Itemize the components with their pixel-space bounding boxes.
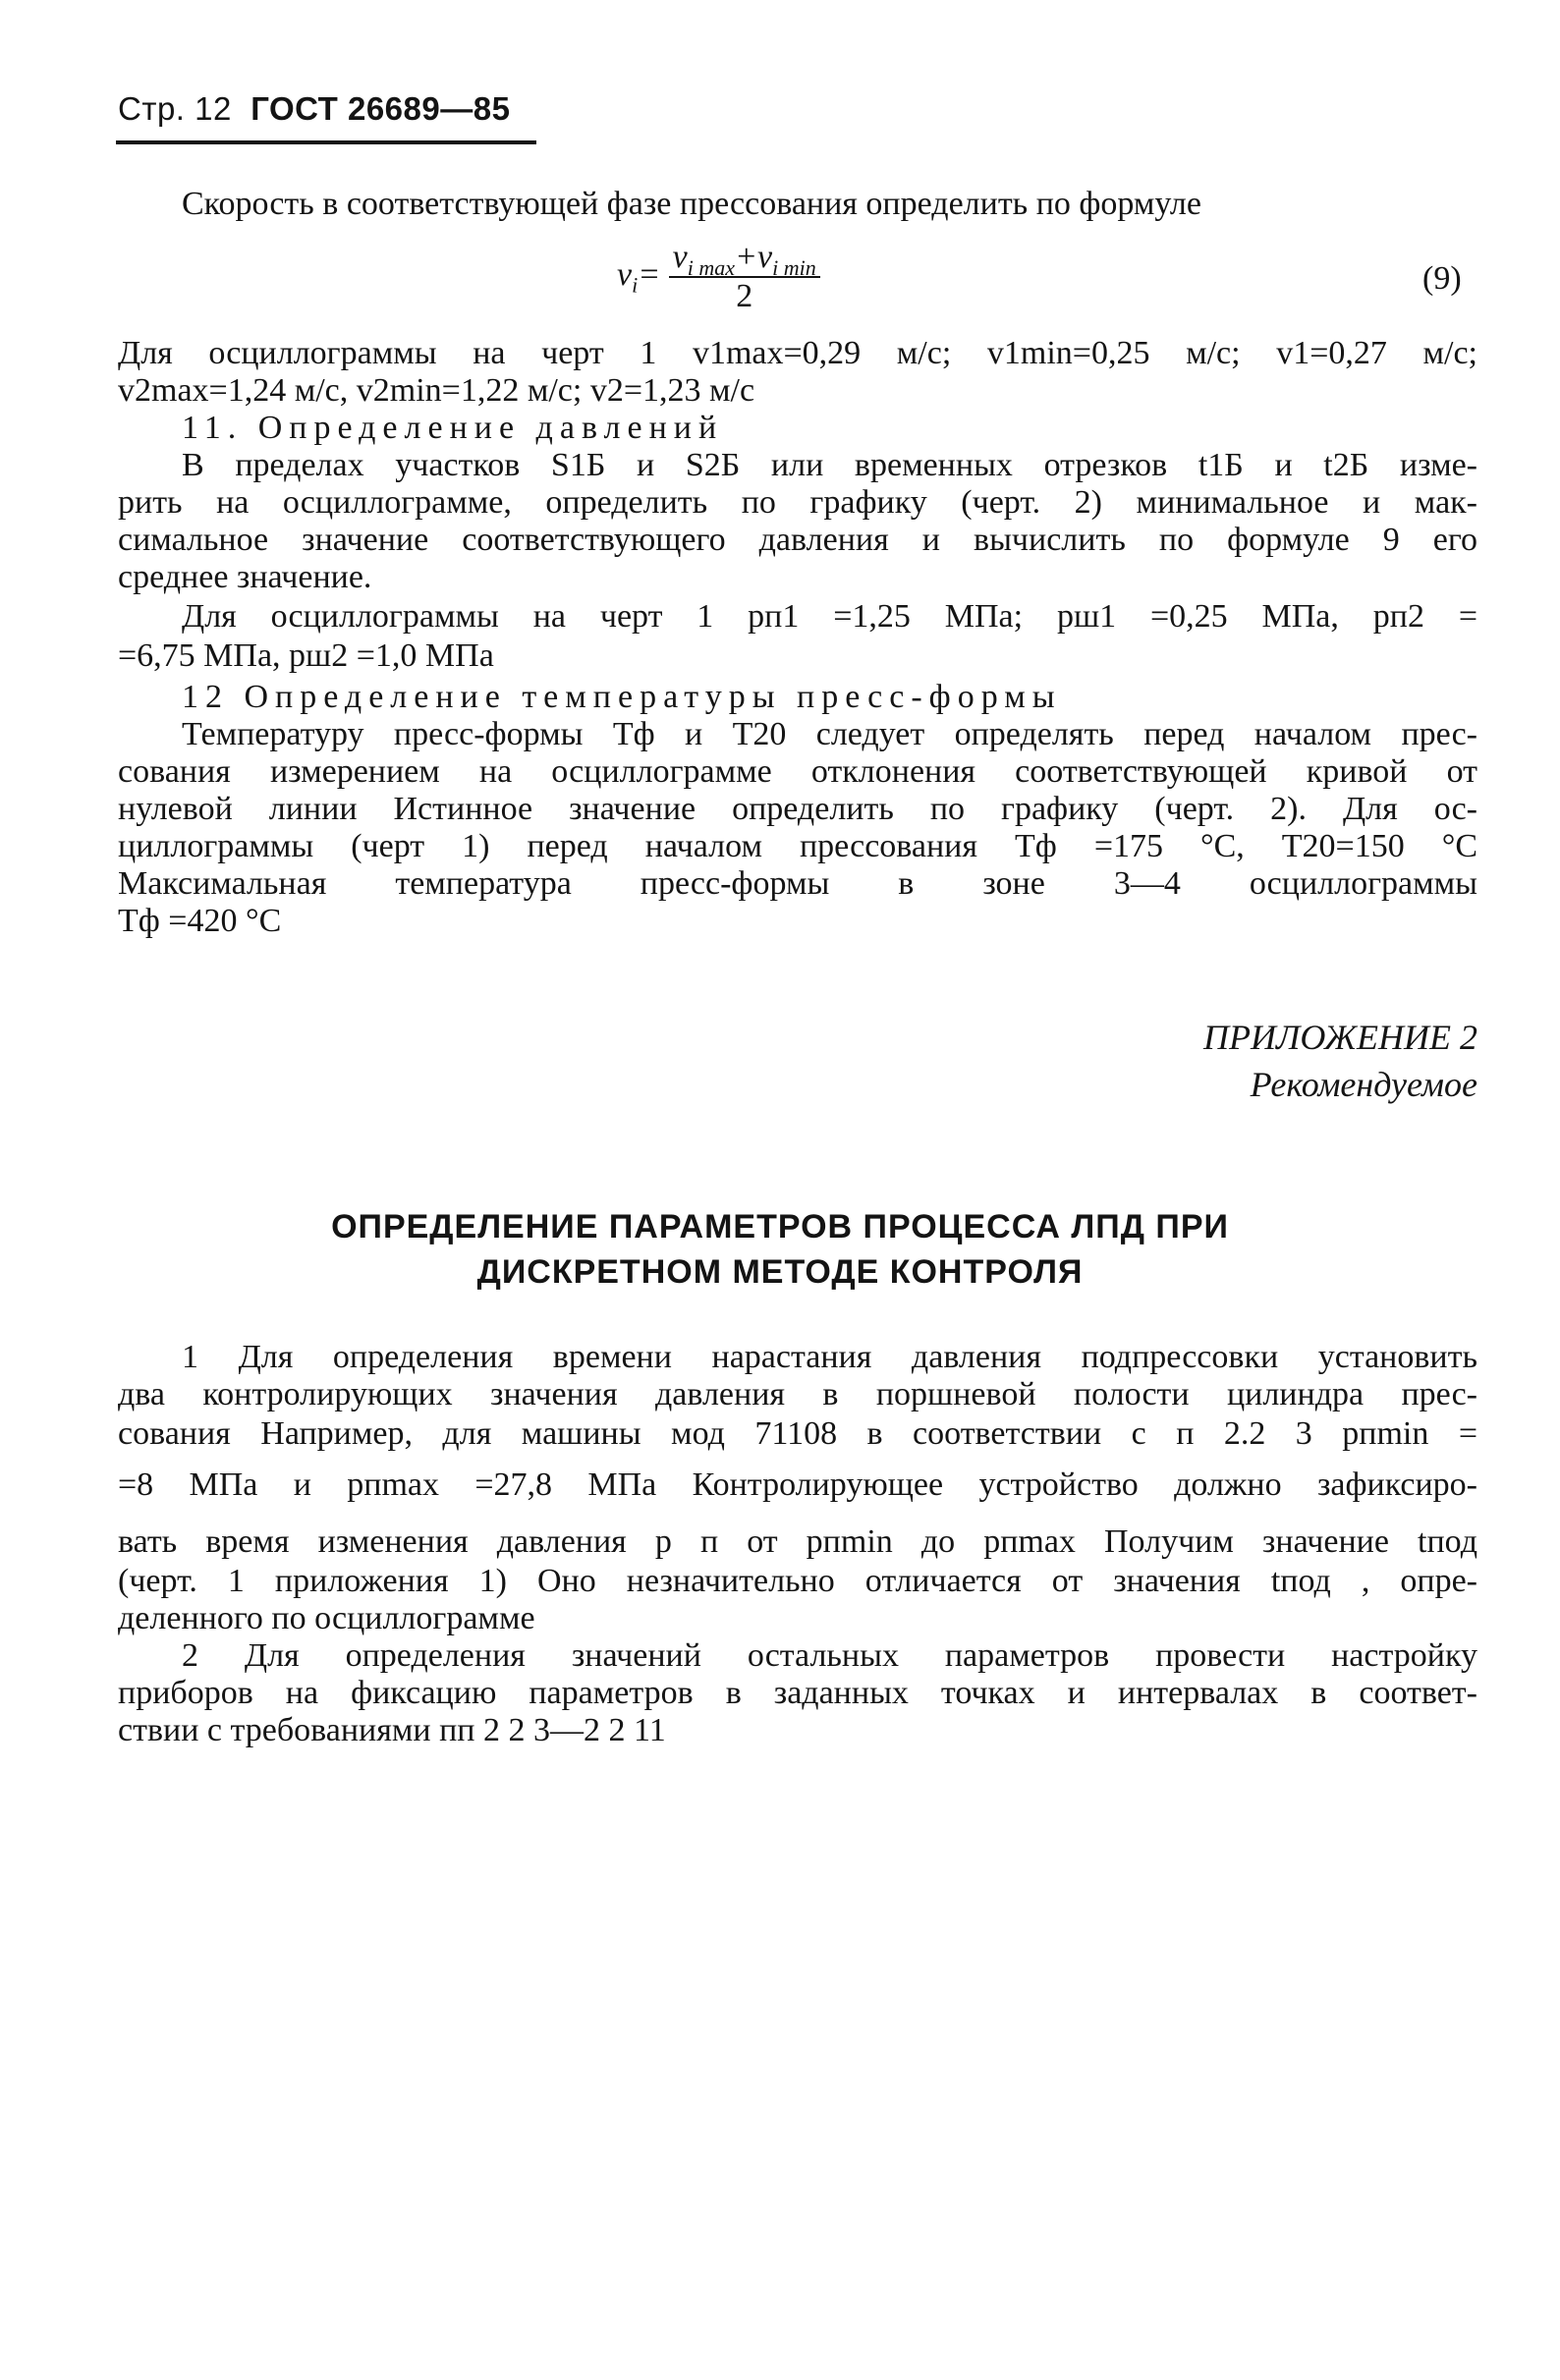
paragraph-line: (черт. 1 приложения 1) Оно незначительно отличается от значения tпод , опре- bbox=[118, 1563, 1477, 1599]
paragraph-line: Температуру пресс-формы Тф и Т20 следует определять перед началом прес- bbox=[182, 716, 1477, 752]
paragraph-line: Тф =420 °С bbox=[118, 903, 282, 939]
paragraph-line: вать время изменения давления p п от pпmin до pпmax Получим значение tпод bbox=[118, 1523, 1477, 1560]
paragraph-line: 2 Для определения значений остальных параметров провести настройку bbox=[182, 1637, 1477, 1674]
paragraph-line: =6,75 МПа, pш2 =1,0 МПа bbox=[118, 637, 494, 674]
page-number: Стр. 12 bbox=[118, 90, 232, 127]
paragraph-line: среднее значение. bbox=[118, 559, 372, 595]
paragraph-line: ствии с требованиями пп 2 2 3—2 2 11 bbox=[118, 1712, 666, 1748]
paragraph-line: сования измерением на осциллограмме отклонения соответствующей кривой от bbox=[118, 753, 1477, 790]
standard-number: ГОСТ 26689—85 bbox=[251, 90, 511, 127]
appendix-status: Рекомендуемое bbox=[1250, 1065, 1477, 1104]
appendix-label: ПРИЛОЖЕНИЕ 2 bbox=[1203, 1018, 1477, 1057]
paragraph-line: =8 МПа и pпmax =27,8 МПа Контролирующее устройство должно зафиксиро- bbox=[118, 1467, 1477, 1503]
paragraph-line: рить на осциллограмме, определить по графику (черт. 2) минимальное и мак- bbox=[118, 484, 1477, 521]
page-header bbox=[118, 90, 510, 128]
appendix-title: ДИСКРЕТНОМ МЕТОДЕ КОНТРОЛЯ bbox=[476, 1253, 1084, 1291]
paragraph-line: 1 Для определения времени нарастания давления подпрессовки установить bbox=[182, 1339, 1477, 1375]
paragraph-line: приборов на фиксацию параметров в заданных точках и интервалах в соответ- bbox=[118, 1675, 1477, 1711]
section-heading: 11. Определение давлений bbox=[182, 410, 724, 446]
paragraph-line: циллограммы (черт 1) перед началом прессования Тф =175 °С, Т20=150 °С bbox=[118, 828, 1477, 864]
osc-values-line: Для осциллограммы на черт 1 v1max=0,29 м/с; v1min=0,25 м/с; v1=0,27 м/с; bbox=[118, 335, 1477, 371]
paragraph-line: нулевой линии Истинное значение определить по графику (черт. 2). Для ос- bbox=[118, 791, 1477, 827]
paragraph-line: деленного по осциллограмме bbox=[118, 1600, 535, 1636]
paragraph-line: В пределах участков S1Б и S2Б или временных отрезков t1Б и t2Б изме- bbox=[182, 447, 1477, 483]
paragraph-line: два контролирующих значения давления в поршневой полости цилиндра прес- bbox=[118, 1376, 1477, 1412]
section-intro: Скорость в соответствующей фазе прессования определить по формуле bbox=[182, 186, 1201, 222]
header-rule bbox=[116, 140, 536, 144]
formula-9: $v_i=$ $\frac{v_{i max}+v_{i min}}{2}$ bbox=[617, 239, 820, 315]
equation-number: (9) bbox=[1422, 260, 1462, 297]
paragraph-line: симальное значение соответствующего давления и вычислить по формуле 9 его bbox=[118, 522, 1477, 558]
paragraph-line: Максимальная температура пресс-формы в зоне 3—4 осциллограммы bbox=[118, 865, 1477, 902]
paragraph-line: Для осциллограммы на черт 1 pп1 =1,25 МПа; pш1 =0,25 МПа, pп2 = bbox=[182, 598, 1477, 635]
osc-values-line: v2max=1,24 м/с, v2min=1,22 м/с; v2=1,23 м/с bbox=[118, 372, 755, 409]
paragraph-line: сования Например, для машины мод 71108 в соответствии с п 2.2 3 pпmin = bbox=[118, 1415, 1477, 1452]
appendix-title: ОПРЕДЕЛЕНИЕ ПАРАМЕТРОВ ПРОЦЕССА ЛПД ПРИ bbox=[331, 1208, 1229, 1245]
section-heading: 12 Определение температуры пресс-формы bbox=[182, 679, 1062, 715]
